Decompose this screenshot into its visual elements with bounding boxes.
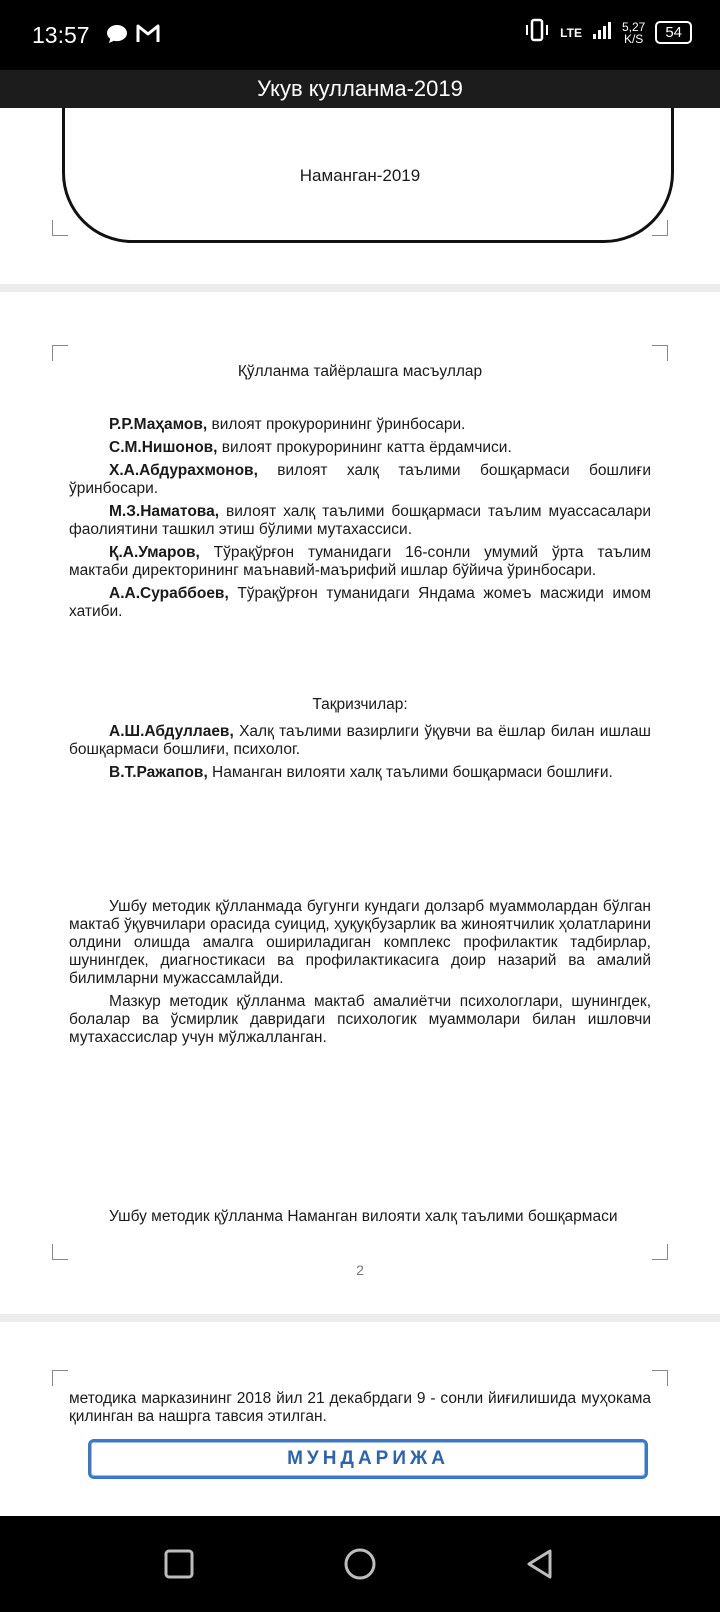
author-name: М.З.Наматова, — [109, 503, 220, 520]
author-name: Қ.А.Умаров, — [109, 544, 200, 561]
page-number: 2 — [356, 1262, 364, 1278]
abstract — [69, 898, 651, 1052]
reviewers-heading: Тақризчилар: — [312, 696, 408, 713]
author-role: Тўрақўрғон туманидаги 16-сонли умумий ўрта таълим мактаби директорининг маънавий-маърифий ишлар бўйича ўринбосари. — [69, 544, 651, 579]
author-role: вилоят халқ таълими бошқармаси бошлиғи ўринбосари. — [69, 462, 651, 497]
page-corner-mark — [652, 345, 668, 361]
page-corner-mark — [652, 220, 668, 236]
recents-icon[interactable] — [161, 1546, 197, 1582]
author-entry — [69, 503, 651, 539]
network-speed — [622, 21, 645, 45]
page-corner-mark — [52, 1370, 68, 1386]
page-corner-mark — [652, 1370, 668, 1386]
speed-value: 5,27 — [621, 19, 646, 34]
author-name: Х.А.Абдурахмонов, — [109, 462, 258, 479]
home-icon[interactable] — [342, 1546, 378, 1582]
page-separator — [0, 1314, 720, 1322]
author-entry — [69, 439, 651, 457]
abstract-paragraph: Мазкур методик қўлланма мактаб амалиётчи психологлари, шунингдек, болалар ва ўсмирлик давридаги психологик муаммолари билан ишловчи мутахассислар учун мўлжалланган. — [69, 993, 651, 1046]
gmail-icon — [136, 24, 160, 49]
page-corner-mark — [652, 1244, 668, 1260]
author-role: Тўрақўрғон туманидаги Яндама жомеъ масжиди имом хатиби. — [69, 585, 651, 620]
battery-indicator: 54 — [655, 21, 692, 44]
status-time: 13:57 — [32, 22, 90, 48]
app-title-bar: Укув кулланма-2019 — [0, 70, 720, 108]
reviewer-entry — [69, 723, 651, 759]
author-entry — [69, 416, 651, 434]
author-role: вилоят прокурорининг катта ёрдамчиси. — [217, 439, 512, 456]
back-icon[interactable] — [522, 1546, 558, 1582]
speed-unit: K/S — [623, 31, 644, 46]
reviewers-list — [69, 723, 651, 787]
page-corner-mark — [52, 1244, 68, 1260]
author-name: Р.Р.Маҳамов, — [109, 416, 208, 433]
reviewer-role: Наманган вилояти халқ таълими бошқармаси бошлиғи. — [207, 764, 613, 781]
approval-text-start: Ушбу методик қўлланма Наманган вилояти халқ таълими бошқармаси — [109, 1208, 618, 1225]
approval-text-end: методика марказининг 2018 йил 21 декабрдаги 9 - сонли йиғилишида муҳокама қилинган ва нашрга тавсия этилган. — [69, 1390, 651, 1425]
page-corner-mark — [52, 345, 68, 361]
status-bar — [0, 0, 720, 70]
author-name: С.М.Нишонов, — [109, 439, 218, 456]
abstract-paragraph: Ушбу методик қўлланмада бугунги кундаги долзарб муаммолардан бўлган мактаб ўқувчилари орасида суицид, ҳуқуқбузарлик ва жиноятчилик ҳолатларини олдини олишда амалга ошириладиган комплекс профилактик тадбирлар, шунингдек, диагностикаси ва профилактикасига доир назарий ва амалий билимларни мужассамлайди. — [69, 898, 651, 987]
table-of-contents-button[interactable]: МУНДАРИЖА — [88, 1439, 648, 1479]
cover-city-year: Наманган-2019 — [299, 166, 421, 185]
reviewer-name: В.Т.Ражапов, — [109, 764, 208, 781]
vibrate-icon — [524, 18, 550, 47]
page-corner-mark — [52, 220, 68, 236]
approval-note — [69, 1208, 651, 1231]
author-name: А.А.Сураббоев, — [109, 585, 229, 602]
author-role: вилоят халқ таълими бошқармаси таълим муассасалари фаолиятини ташкил этиш бўлими мутахассиси. — [69, 503, 651, 538]
responsible-heading: Қўлланма тайёрлашга масъуллар — [237, 363, 483, 380]
authors-list — [69, 416, 651, 626]
author-entry — [69, 462, 651, 498]
system-nav-bar — [0, 1516, 720, 1612]
network-type: LTE — [560, 25, 582, 40]
signal-icon — [592, 20, 612, 45]
reviewer-role: Халқ таълими вазирлиги ўқувчи ва ёшлар билан ишлаш бошқармаси бошлиғи, психолог. — [69, 723, 651, 758]
author-role: вилоят прокурорининг ўринбосари. — [207, 416, 466, 433]
page-separator — [0, 284, 720, 292]
reviewer-entry — [69, 764, 651, 782]
author-entry — [69, 585, 651, 621]
chat-bubble-icon — [106, 24, 128, 49]
author-entry — [69, 544, 651, 580]
reviewer-name: А.Ш.Абдуллаев, — [109, 723, 234, 740]
